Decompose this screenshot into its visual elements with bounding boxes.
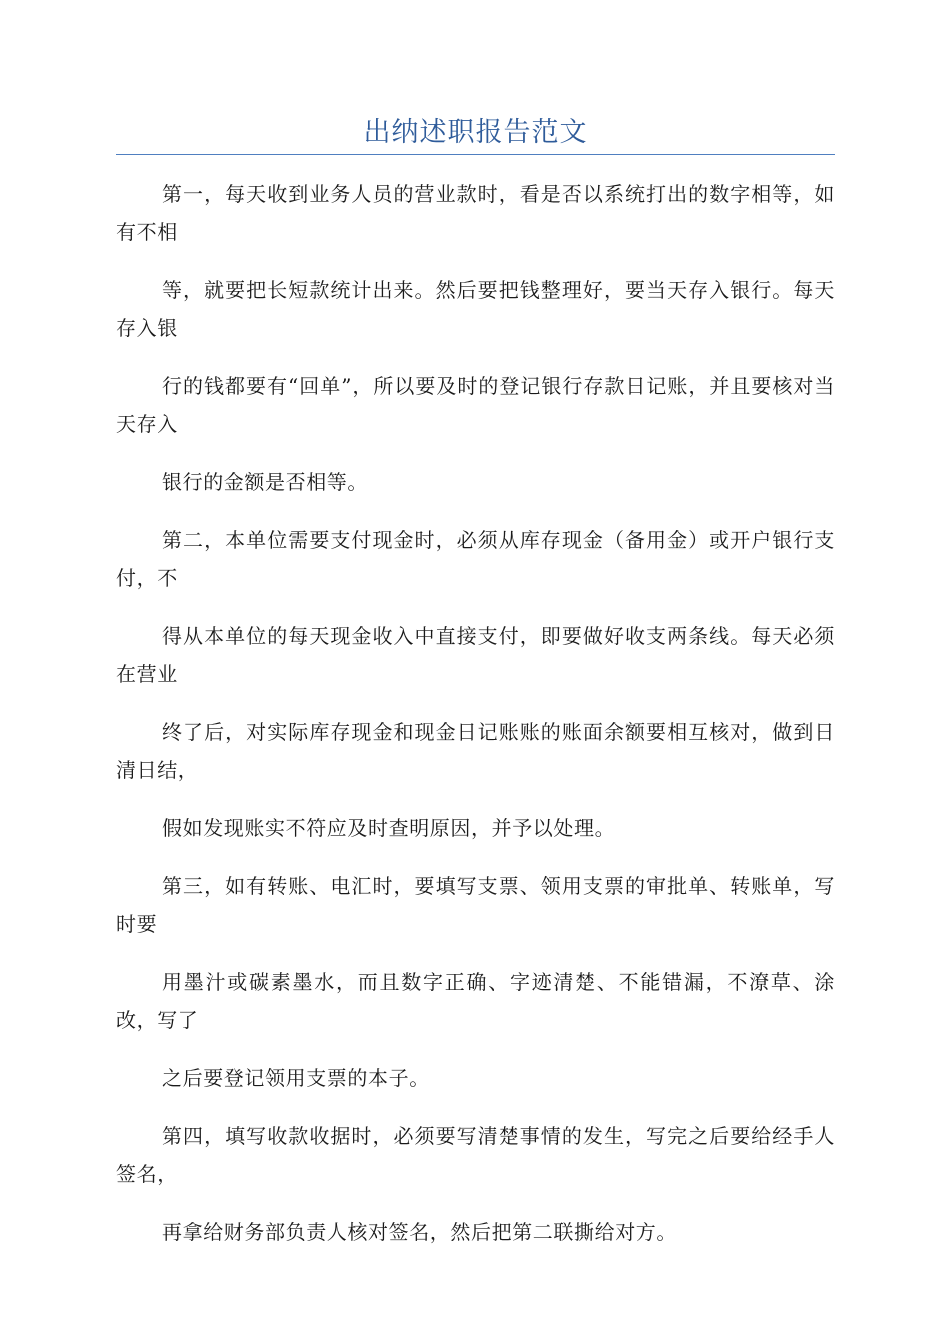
paragraph-4: 银行的金额是否相等。 [162, 470, 368, 494]
paragraph-13: 再拿给财务部负责人核对签名，然后把第二联撕给对方。 [162, 1220, 677, 1244]
document-title: 出纳述职报告范文 [363, 117, 588, 148]
paragraph-12: 第四，填写收款收据时，必须要写清楚事情的发生，写完之后要给经手人签名， [116, 1124, 835, 1186]
paragraph-8: 假如发现账实不符应及时查明原因，并予以处理。 [162, 816, 616, 840]
paragraph-5: 第二，本单位需要支付现金时，必须从库存现金（备用金）或开户银行支付，不 [116, 528, 835, 590]
paragraph-9: 第三，如有转账、电汇时，要填写支票、领用支票的审批单、转账单，写时要 [116, 874, 835, 936]
paragraph-6: 得从本单位的每天现金收入中直接支付，即要做好收支两条线。每天必须在营业 [116, 624, 835, 686]
paragraph-2: 等，就要把长短款统计出来。然后要把钱整理好，要当天存入银行。每天存入银 [116, 278, 835, 340]
title-underline [116, 154, 835, 155]
paragraph-10: 用墨汁或碳素墨水，而且数字正确、字迹清楚、不能错漏，不潦草、涂改，写了 [116, 970, 835, 1032]
paragraph-7: 终了后，对实际库存现金和现金日记账账的账面余额要相互核对，做到日清日结， [116, 720, 835, 782]
paragraph-11: 之后要登记领用支票的本子。 [162, 1066, 430, 1090]
paragraph-3: 行的钱都要有“回单”，所以要及时的登记银行存款日记账，并且要核对当天存入 [116, 374, 835, 436]
document-body [116, 175, 835, 1271]
paragraph-1: 第一，每天收到业务人员的营业款时，看是否以系统打出的数字相等，如有不相 [116, 182, 835, 244]
